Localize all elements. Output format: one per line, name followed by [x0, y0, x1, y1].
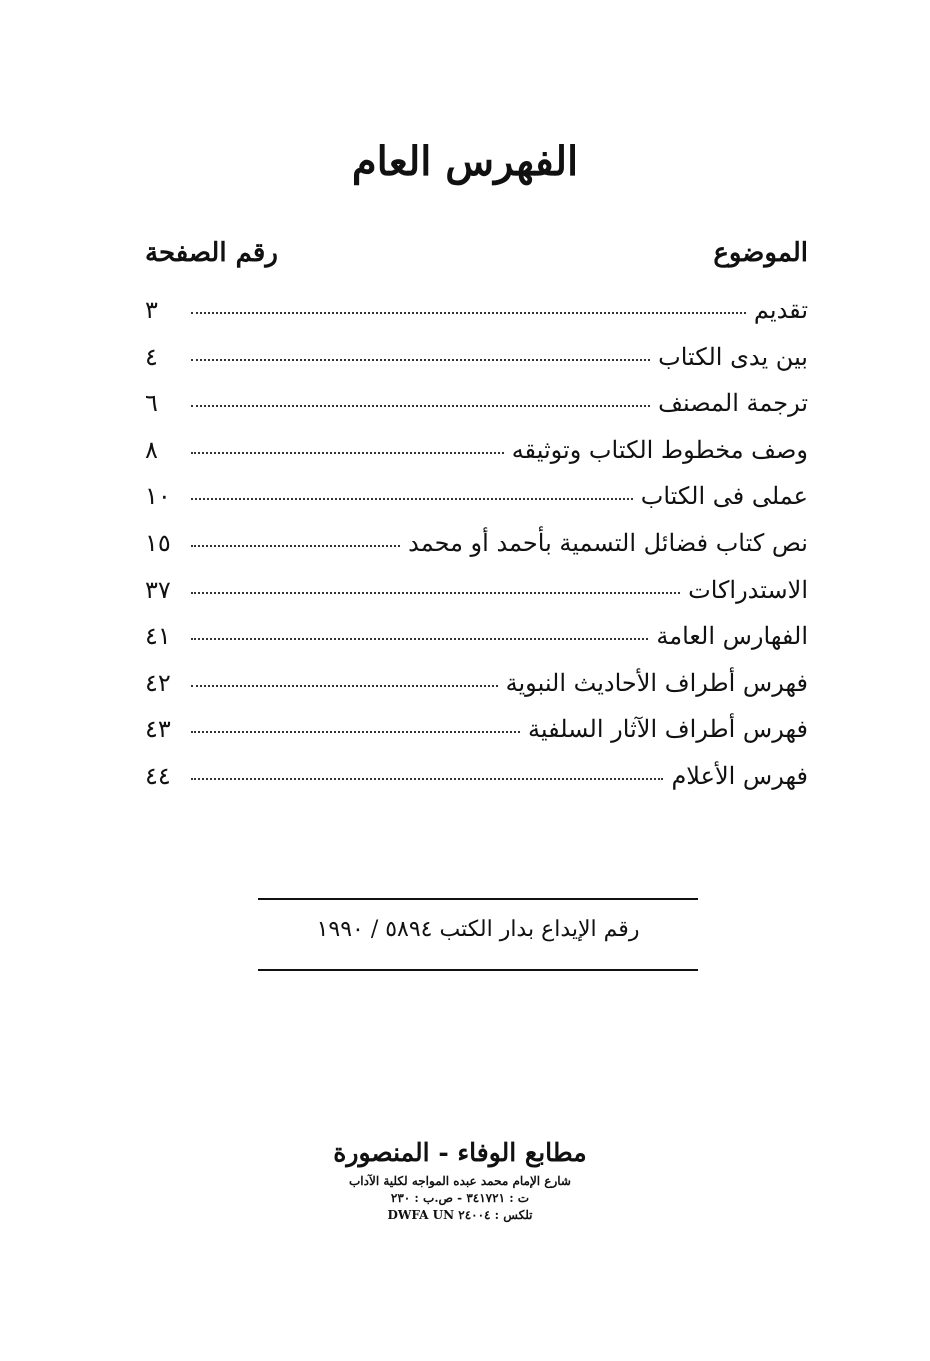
printer-phone: ت : ٣٤١٧٢١ - ص.ب : ٢٣٠ — [390, 1191, 530, 1205]
bottom-divider — [258, 969, 698, 971]
table-of-contents — [145, 296, 808, 809]
dot-leader — [191, 638, 648, 640]
dot-leader — [191, 685, 498, 687]
dot-leader — [191, 452, 504, 454]
toc-entry-title: بين يدى الكتاب — [658, 342, 808, 371]
dot-leader — [191, 545, 400, 547]
deposit-number: رقم الإيداع بدار الكتب ٥٨٩٤ / ١٩٩٠ — [316, 917, 640, 942]
toc-entry-page: ٤٤ — [145, 761, 171, 790]
toc-entry-title: فهرس أطراف الآثار السلفية — [527, 715, 808, 744]
dot-leader — [191, 312, 746, 314]
toc-entry — [145, 343, 808, 390]
toc-entry — [145, 576, 808, 623]
toc-entry-page: ٤٢ — [145, 668, 171, 697]
dot-leader — [191, 778, 663, 780]
toc-entry-title: الفهارس العامة — [656, 622, 808, 651]
subject-column-header: الموضوع — [713, 238, 808, 268]
toc-entry-page: ٤ — [145, 342, 158, 371]
toc-entry-page: ٤١ — [145, 622, 171, 651]
page-number-column-header: رقم الصفحة — [145, 238, 278, 268]
toc-entry-page: ٣ — [145, 296, 158, 324]
toc-entry-page: ١٥ — [145, 528, 171, 557]
toc-entry-page: ٣٧ — [145, 575, 171, 604]
toc-entry — [145, 669, 808, 716]
dot-leader — [191, 498, 633, 500]
toc-entry-title: فهرس الأعلام — [671, 761, 808, 790]
toc-entry-title: الاستدراكات — [688, 575, 808, 604]
toc-entry-title: وصف مخطوط الكتاب وتوثيقه — [511, 435, 808, 464]
toc-entry — [145, 529, 808, 576]
toc-entry-title: عملى فى الكتاب — [640, 482, 808, 511]
toc-entry-title: فهرس أطراف الأحاديث النبوية — [505, 668, 808, 697]
toc-entry-page: ٨ — [145, 435, 158, 464]
dot-leader — [191, 731, 520, 733]
toc-entry-page: ٤٣ — [145, 715, 171, 744]
printer-telex: تلكس : ٢٤٠٠٤ DWFA UN — [387, 1208, 533, 1222]
toc-entry-page: ٦ — [145, 389, 158, 418]
dot-leader — [191, 359, 650, 361]
printer-name: مطابع الوفاء - المنصورة — [333, 1138, 587, 1167]
toc-entry — [145, 762, 808, 809]
toc-entry — [145, 482, 808, 529]
dot-leader — [191, 592, 680, 594]
toc-entry-title: نص كتاب فضائل التسمية بأحمد أو محمد — [408, 528, 808, 557]
toc-entry — [145, 622, 808, 669]
dot-leader — [191, 405, 650, 407]
page-title: الفهرس العام — [351, 138, 579, 185]
printer-imprint — [330, 1138, 590, 1224]
toc-entry — [145, 715, 808, 762]
toc-entry — [145, 436, 808, 483]
toc-entry-title: تقديم — [753, 296, 808, 324]
toc-entry-title: ترجمة المصنف — [658, 389, 808, 418]
top-divider — [258, 898, 698, 900]
printer-address: شارع الإمام محمد عبده المواجه لكلية الآداب — [349, 1174, 571, 1188]
toc-entry — [145, 389, 808, 436]
toc-entry-page: ١٠ — [145, 482, 171, 511]
toc-entry — [145, 296, 808, 343]
